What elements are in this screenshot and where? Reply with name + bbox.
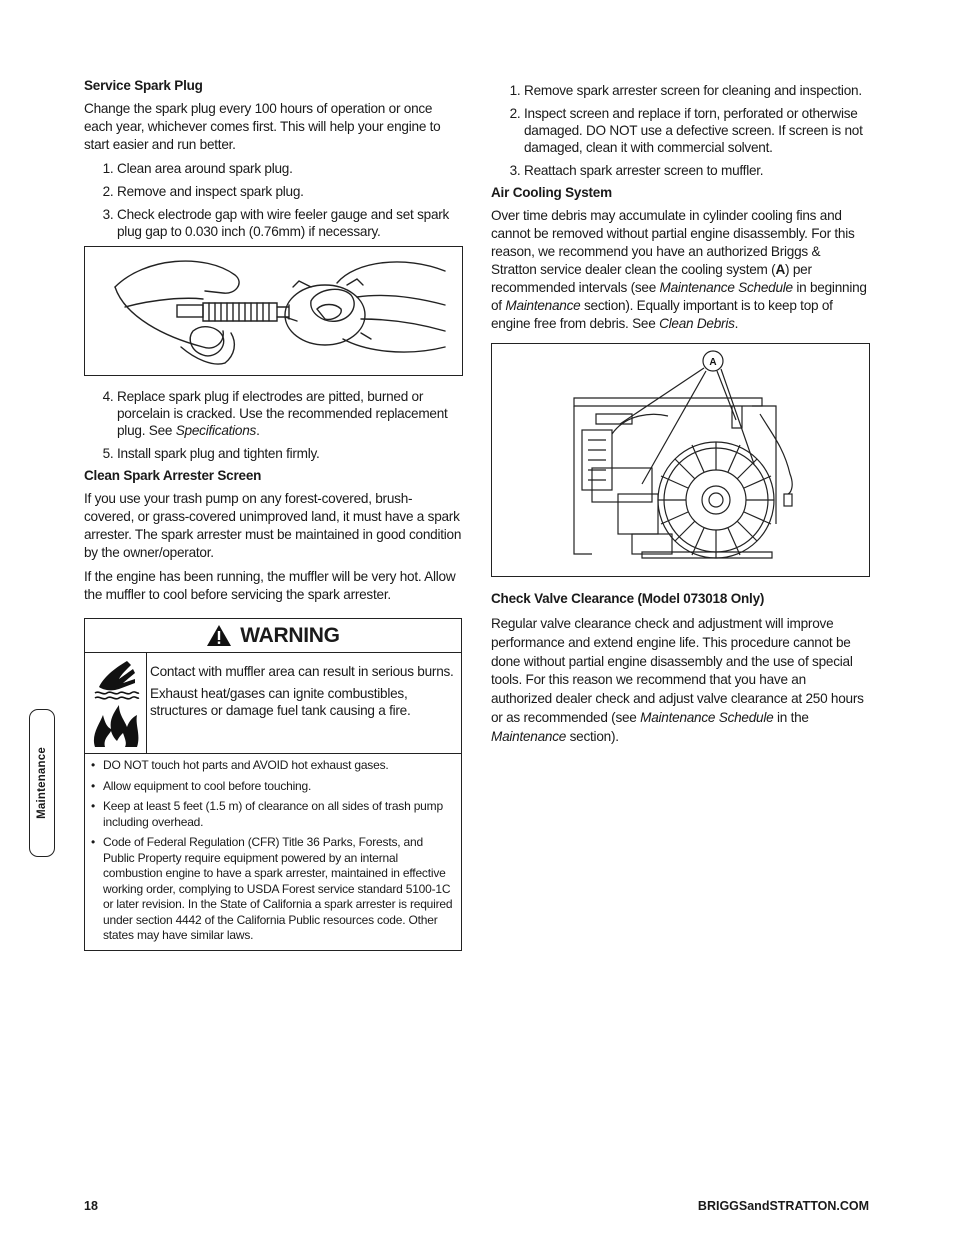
hazard-text xyxy=(147,653,461,753)
arrester-para-1: If you use your trash pump on any forest-covered, brush-covered, or grass-covered unimproved land, it must have a spark arrester. The spark arrester must be maintained in good condition by the owner/operator. xyxy=(84,491,462,560)
specifications-ref: Specifications xyxy=(175,423,257,438)
maintenance-side-tab[interactable] xyxy=(29,709,55,857)
valve-maintenance-ref: Maintenance xyxy=(491,728,567,744)
arrester-para-2: If the engine has been running, the muffler will be very hot. Allow the muffler to cool before servicing the spark arrester. xyxy=(84,569,456,602)
clean-debris-ref: Clean Debris xyxy=(659,316,735,331)
valve-maintenance-schedule-ref: Maintenance Schedule xyxy=(640,709,774,725)
arrester-steps xyxy=(491,82,869,179)
hazard-fire-text: Exhaust heat/gases can ignite combustibles, structures or damage fuel tank causing a fire. xyxy=(150,686,411,718)
air-cooling-text-1: Over time debris may accumulate in cylinder cooling fins and cannot be removed without partial engine disassembly. For this reason, we recommend you have an authorized Briggs & Stratton service dealer clean the cooling system ( xyxy=(491,208,855,277)
step-5: 5. Install spark plug and tighten firmly. xyxy=(117,445,462,462)
callout-a-ref: A xyxy=(775,262,786,277)
side-tab-label: Maintenance xyxy=(36,747,49,819)
air-cooling-text-3: in beginning of xyxy=(491,280,867,313)
step-4 xyxy=(117,388,462,439)
warning-bullet: • Allow equipment to cool before touching. xyxy=(103,779,455,795)
step-3: 3. Check electrode gap with wire feeler gauge and set spark plug gap to 0.030 inch (0.76mm) if necessary. xyxy=(117,206,462,240)
step-1: 1. Clean area around spark plug. xyxy=(117,160,462,177)
hazard-icons xyxy=(85,653,147,753)
step-4-text: Replace spark plug if electrodes are pitted, burned or porcelain is cracked. Use the recommended replacement plug. See xyxy=(117,389,448,438)
spark-plug-steps xyxy=(84,160,462,240)
spark-plug-intro: Change the spark plug every 100 hours of operation or once each year, whichever comes first. This will help your engine to start easier and run better. xyxy=(84,101,441,152)
maintenance-schedule-ref: Maintenance Schedule xyxy=(659,280,793,295)
arrester-step-1: 1. Remove spark arrester screen for cleaning and inspection. xyxy=(524,82,869,99)
warning-bullet: • Keep at least 5 feet (1.5 m) of clearance on all sides of trash pump including overhead. xyxy=(103,799,455,830)
valve-heading: Check Valve Clearance (Model 073018 Only) xyxy=(491,591,765,606)
air-cooling-heading: Air Cooling System xyxy=(491,185,612,200)
warning-title: WARNING xyxy=(240,623,340,647)
spark-plug-gauge-illustration xyxy=(85,247,461,374)
left-column xyxy=(84,78,462,951)
hot-surface-hand-icon xyxy=(89,657,143,703)
hazard-row xyxy=(85,653,461,754)
valve-text-2: in the xyxy=(773,709,809,725)
maintenance-ref: Maintenance xyxy=(505,298,581,313)
warning-bullet: • DO NOT touch hot parts and AVOID hot exhaust gases. xyxy=(103,758,455,774)
air-cooling-para xyxy=(491,207,869,333)
warning-triangle-icon xyxy=(206,624,232,647)
warning-header xyxy=(85,619,461,653)
callout-a-label: A xyxy=(709,357,717,368)
arrester-heading: Clean Spark Arrester Screen xyxy=(84,468,262,483)
step-4-end: . xyxy=(256,423,260,438)
valve-para xyxy=(491,615,869,747)
warning-bullet: • Code of Federal Regulation (CFR) Title 36 Parks, Forests, and Public Property require equipment powered by an internal combustion engine to have a spark arrester, maintained in effective working order, complying to USDA Forest service standard 5100-1C or later revision. In the State of California a spark arrester is required under section 4442 of the California Public resources code. Other states may have similar laws. xyxy=(103,835,455,944)
warning-box xyxy=(84,618,462,951)
spark-plug-steps-continued xyxy=(84,388,462,462)
arrester-step-3: 3. Reattach spark arrester screen to muffler. xyxy=(524,162,869,179)
valve-text-1: Regular valve clearance check and adjustment will improve performance and extend engine life. This procedure cannot be done without partial engine disassembly and the use of special tools. For this reason we recommend that you have an authorized dealer check and adjust valve clearance at 250 hours or as recommended (see xyxy=(491,616,864,725)
air-cooling-text-5: . xyxy=(734,316,739,331)
site-url: BRIGGSandSTRATTON.COM xyxy=(697,1199,869,1213)
air-cooling-text-2: ) per recommended intervals (see xyxy=(491,262,812,295)
warning-bullets xyxy=(85,754,461,950)
valve-text-3: section). xyxy=(566,728,619,744)
engine-figure xyxy=(491,343,870,577)
spark-plug-figure xyxy=(84,246,463,376)
air-cooling-text-4: section). Equally important is to keep top of engine free from debris. See xyxy=(491,298,833,331)
right-column xyxy=(491,82,869,753)
engine-cooling-illustration xyxy=(492,344,868,575)
arrester-step-2: 2. Inspect screen and replace if torn, perforated or otherwise damaged. DO NOT use a defective screen. If screen is not damaged, clean it with commercial solvent. xyxy=(524,105,869,156)
step-2: 2. Remove and inspect spark plug. xyxy=(117,183,462,200)
fire-icon xyxy=(89,703,143,749)
hazard-burns-text: Contact with muffler area can result in serious burns. xyxy=(150,664,454,679)
page-number: 18 xyxy=(84,1199,98,1213)
spark-plug-heading: Service Spark Plug xyxy=(84,78,203,93)
